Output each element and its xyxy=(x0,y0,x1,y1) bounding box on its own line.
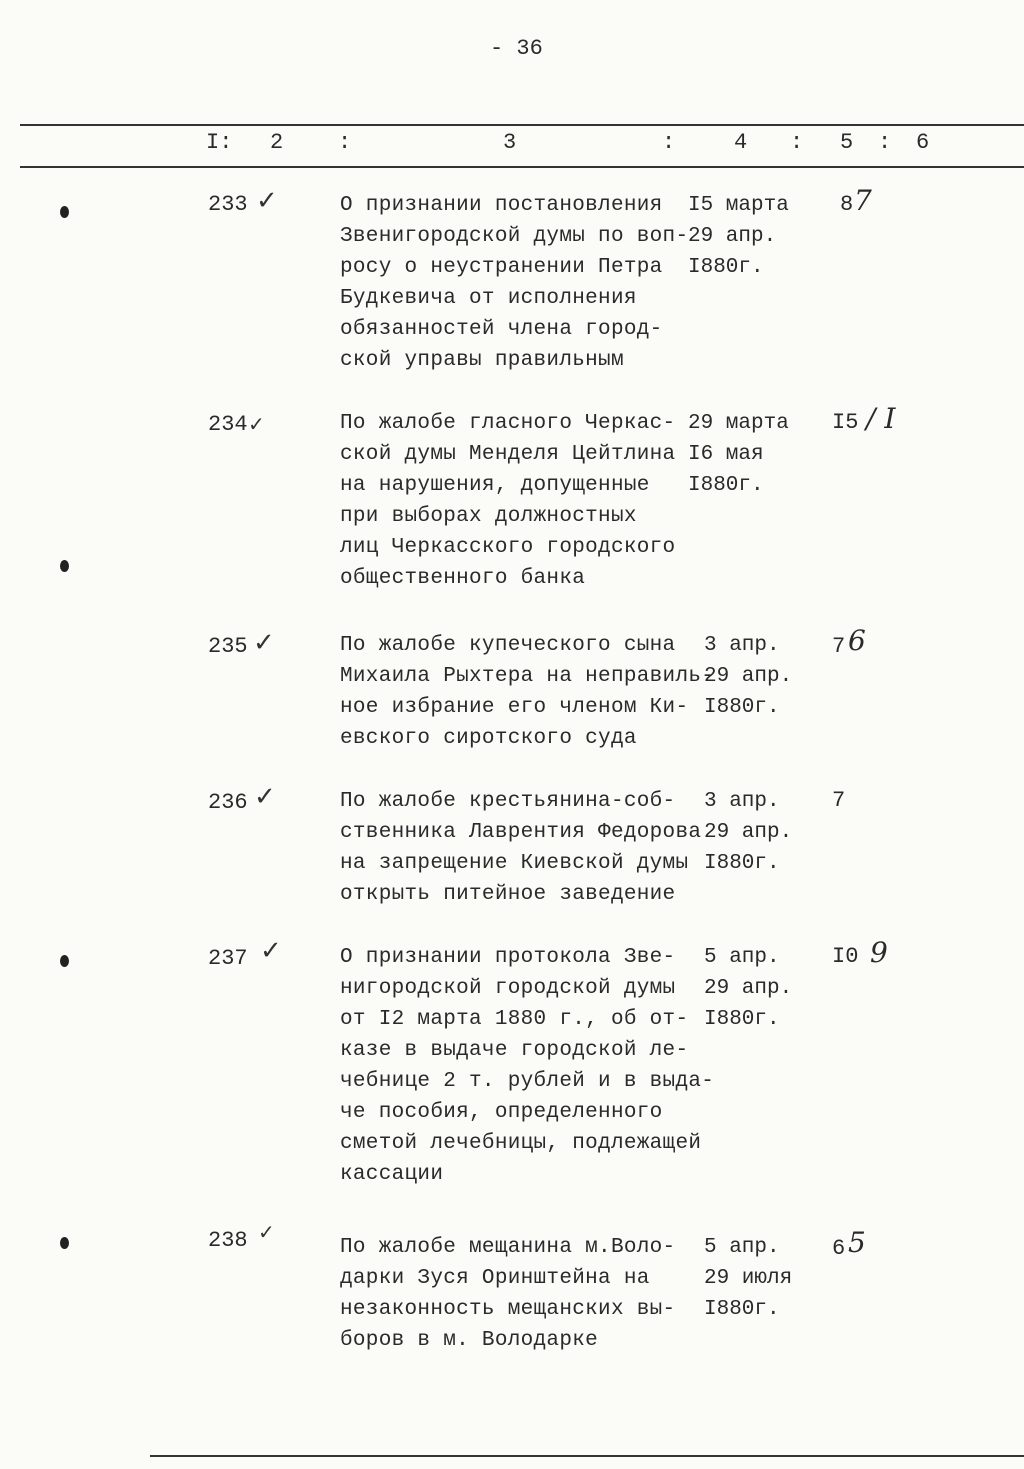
entry-number: 233 xyxy=(208,192,248,217)
entry-number: 236 xyxy=(208,790,248,815)
entry-dates: 29 марта I6 мая I880г. xyxy=(688,412,789,497)
table-header-rule xyxy=(20,166,1024,168)
entry-sheets-handwritten: 7 xyxy=(854,184,872,217)
checkmark-icon: ✓ xyxy=(253,628,275,658)
column-header-3: 3 xyxy=(503,130,517,155)
entry-sheets-typed: 7 xyxy=(832,788,846,813)
entry-dates: I5 марта 29 апр. I880г. xyxy=(688,194,789,279)
punch-hole-mark xyxy=(60,206,69,218)
entry-number: 235 xyxy=(208,634,248,659)
entry-sheets-typed: 6 xyxy=(832,1236,846,1261)
column-header-2: 2 xyxy=(270,130,284,155)
entry-number: 238 xyxy=(208,1228,248,1253)
entry-sheets-handwritten: 6 xyxy=(848,624,866,657)
entry-sheets-typed: I5 xyxy=(832,410,859,435)
entry-sheets-handwritten: 9 xyxy=(870,936,888,969)
column-header-1: I: xyxy=(206,130,233,155)
entry-description: О признании протокола Зве- нигородской городской думы от I2 марта 1880 г., об от- казе в выдаче городской ле- чебнице 2 т. рублей и в выда- че пособия, определенного сметой лечебницы, подлежащей кассации xyxy=(340,946,715,1186)
checkmark-icon: ✓ xyxy=(248,412,265,436)
page-number: - 36 xyxy=(490,36,543,61)
entry-dates: 3 апр. 29 апр. I880г. xyxy=(704,634,793,719)
entry-description: По жалобе мещанина м.Воло- дарки Зуся Оринштейна на незаконность мещанских вы- боров в м. Володарке xyxy=(340,1236,676,1352)
punch-hole-mark xyxy=(60,1237,69,1249)
column-header-4: 4 xyxy=(734,130,748,155)
entry-description: По жалобе крестьянина-соб- ственника Лаврентия Федорова на запрещение Киевской думы открыть питейное заведение xyxy=(340,790,702,906)
entry-description: О признании постановления Звенигородской думы по воп- росу о неустранении Петра Будкевича от исполнения обязанностей члена город- ской управы правильным xyxy=(340,194,689,372)
column-separator: : xyxy=(338,130,352,155)
entry-description: По жалобе гласного Черкас- ской думы Менделя Цейтлина на нарушения, допущенные при выборах должностных лиц Черкасского городского общественного банка xyxy=(340,412,676,590)
entry-sheets-typed: I0 xyxy=(832,944,859,969)
entry-dates: 5 апр. 29 апр. I880г. xyxy=(704,946,793,1031)
column-header-6: 6 xyxy=(916,130,930,155)
entry-sheets-typed: 8 xyxy=(840,192,854,217)
column-separator: : xyxy=(790,130,804,155)
checkmark-icon: ✓ xyxy=(256,186,278,216)
checkmark-icon: ✓ xyxy=(254,782,276,812)
entry-dates: 5 апр. 29 июля I880г. xyxy=(704,1236,793,1321)
table-top-rule xyxy=(20,124,1024,126)
entry-dates: 3 апр. 29 апр. I880г. xyxy=(704,790,793,875)
column-header-5: 5 xyxy=(840,130,854,155)
punch-hole-mark xyxy=(60,955,69,967)
entry-sheets-typed: 7 xyxy=(832,634,846,659)
punch-hole-mark xyxy=(60,560,69,572)
checkmark-icon: ✓ xyxy=(260,936,282,966)
entry-sheets-handwritten: 5 xyxy=(848,1226,866,1259)
table-bottom-rule xyxy=(150,1455,1024,1457)
entry-number: 234 xyxy=(208,412,248,437)
entry-description: По жалобе купеческого сына Михаила Рыхтера на неправиль- ное избрание его членом Ки- евского сиротского суда xyxy=(340,634,715,750)
column-separator: : xyxy=(878,130,892,155)
entry-sheets-handwritten: / I xyxy=(866,402,896,435)
entry-number: 237 xyxy=(208,946,248,971)
checkmark-icon: ✓ xyxy=(258,1220,275,1244)
column-separator: : xyxy=(662,130,676,155)
